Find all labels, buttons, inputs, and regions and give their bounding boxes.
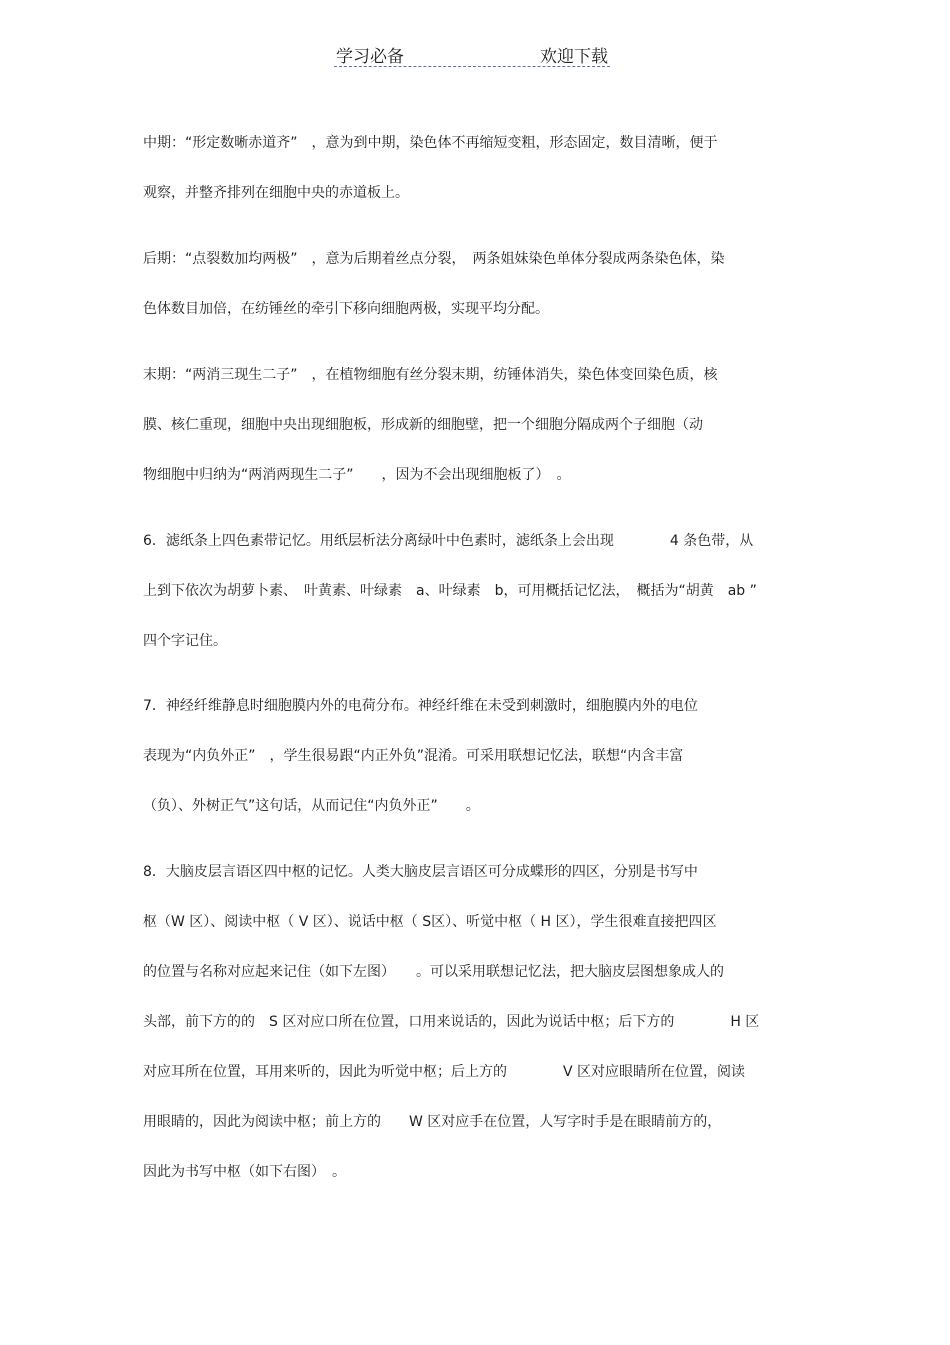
text-line: （负）、外树正气”这句话，从而记住“内负外正” 。 <box>143 798 480 814</box>
text-line: 中期：“形定数晰赤道齐” ，意为到中期，染色体不再缩短变粗，形态固定，数目清晰，便于 <box>143 135 718 151</box>
text-line: 7．神经纤维静息时细胞膜内外的电荷分布。神经纤维在未受到刺激时，细胞膜内外的电位 <box>143 698 698 714</box>
text-line: 上到下依次为胡萝卜素、 叶黄素、叶绿素 a、叶绿素 b，可用概括记忆法， 概括为“胡黄 ab ” <box>143 583 757 599</box>
header-right-text: 欢迎下载 <box>540 47 608 67</box>
text-line: 头部，前下方的的 S 区对应口所在位置，口用来说话的，因此为说话中枢；后下方的 H 区 <box>143 1014 760 1030</box>
text-line: 观察，并整齐排列在细胞中央的赤道板上。 <box>143 185 409 201</box>
text-line: 末期：“两消三现生二子” ，在植物细胞有丝分裂末期，纺锤体消失，染色体变回染色质，核 <box>143 367 718 383</box>
text-line: 用眼睛的，因此为阅读中枢；前上方的 W 区对应手在位置，人写字时手是在眼睛前方的， <box>143 1114 722 1130</box>
text-line: 6．滤纸条上四色素带记忆。用纸层析法分离绿叶中色素时，滤纸条上会出现 4 条色带，从 <box>143 533 754 549</box>
page-header <box>334 40 610 67</box>
text-line: 表现为“内负外正” ，学生很易跟“内正外负”混淆。可采用联想记忆法，联想“内含丰富 <box>143 748 684 764</box>
header-left-text: 学习必备 <box>336 47 404 67</box>
text-line: 膜、核仁重现，细胞中央出现细胞板，形成新的细胞壁，把一个细胞分隔成两个子细胞（动 <box>143 417 703 433</box>
text-line: 对应耳所在位置，耳用来听的，因此为听觉中枢；后上方的 V 区对应眼睛所在位置，阅读 <box>143 1064 746 1080</box>
text-line: 后期：“点裂数加均两极” ，意为后期着丝点分裂， 两条姐妹染色单体分裂成两条染色体，染 <box>143 251 725 267</box>
text-line: 的位置与名称对应起来记住（如下左图） 。可以采用联想记忆法，把大脑皮层图想象成人的 <box>143 964 724 980</box>
text-line: 色体数目加倍，在纺锤丝的牵引下移向细胞两极，实现平均分配。 <box>143 301 549 317</box>
text-line: 物细胞中归纳为“两消两现生二子” ，因为不会出现细胞板了） 。 <box>143 467 571 483</box>
text-line: 枢（W 区）、阅读中枢（ V 区）、说话中枢（ S区）、听觉中枢（ H 区），学生很难直接把四区 <box>143 914 717 930</box>
text-line: 四个字记住。 <box>143 633 227 649</box>
text-line: 因此为书写中枢（如下右图） 。 <box>143 1164 346 1180</box>
text-line: 8．大脑皮层言语区四中枢的记忆。人类大脑皮层言语区可分成蝶形的四区，分别是书写中 <box>143 864 698 880</box>
